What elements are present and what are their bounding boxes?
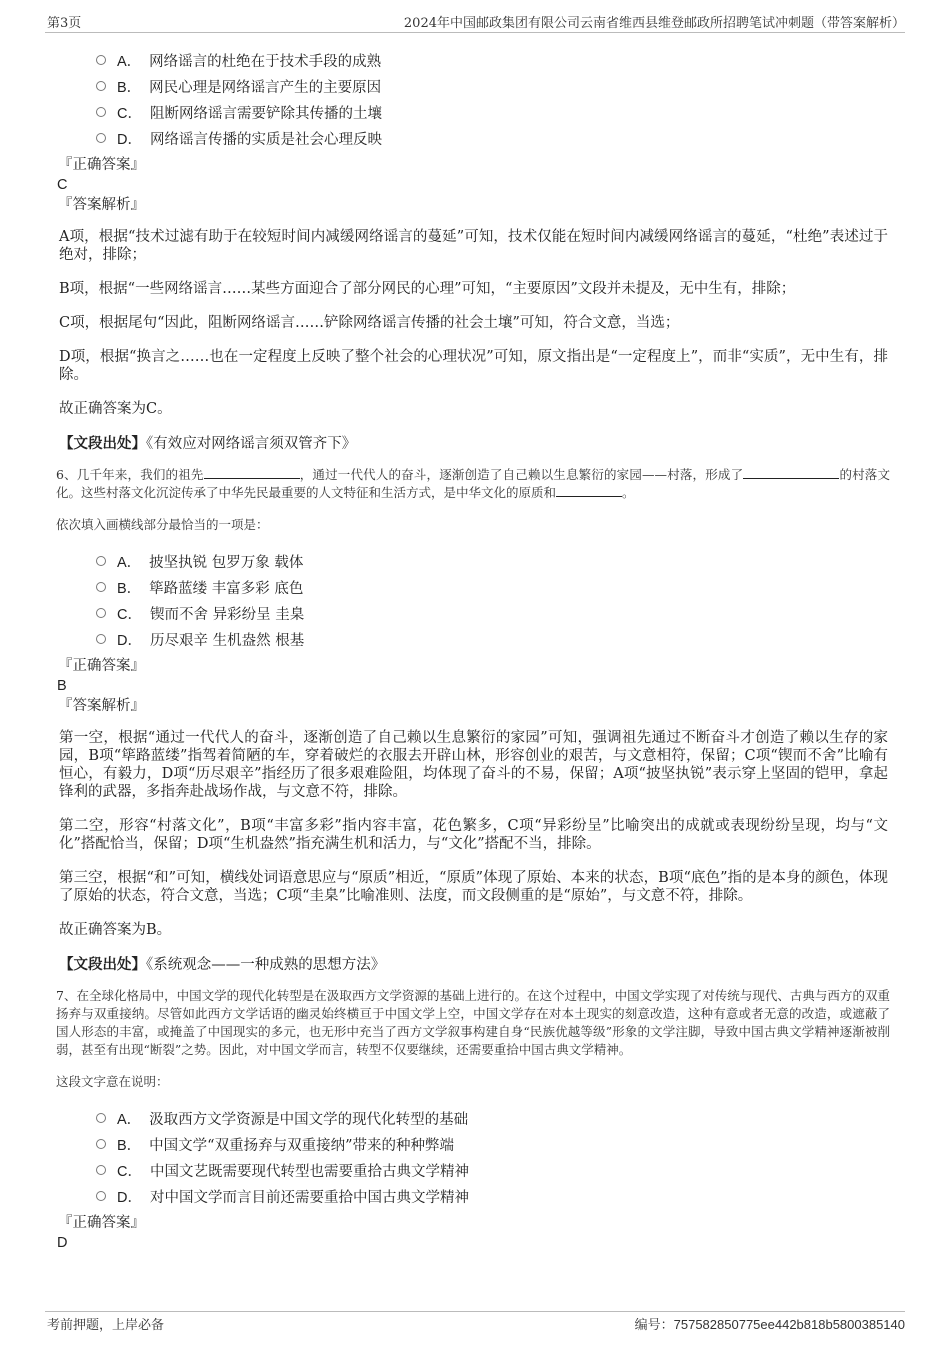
q6-conclusion: 故正确答案为B。 xyxy=(59,922,172,938)
q7-answer-label: 『正确答案』 xyxy=(58,1215,145,1231)
q5-source: 【文段出处】《有效应对网络谣言须双管齐下》 xyxy=(59,435,357,452)
q6-source: 【文段出处】《系统观念——一种成熟的思想方法》 xyxy=(59,956,386,973)
q5-answer: C xyxy=(57,177,68,193)
q5-analysis-a: A项，根据“技术过滤有助于在较短时间内减缓网络谣言的蔓延”可知，技术仅能在短时间内减缓网络谣言的蔓延，“杜绝”表述过于绝对，排除； xyxy=(59,229,888,263)
radio-icon[interactable] xyxy=(96,55,106,65)
q6-analysis-blank-3: 第三空，根据“和”可知，横线处词语意思应与“原质”相近，“原质”体现了原始、本来的状态，B项“底色”指的是本身的颜色，体现了原始的状态，符合文意，当选；C项“圭臬”比喻准则、法度，而文段侧重的是“原始”，与文意不符，排除。 xyxy=(59,870,888,904)
radio-icon[interactable] xyxy=(96,1165,106,1175)
content xyxy=(56,47,896,1253)
q5-option-a[interactable]: A． 网络谣言的杜绝在于技术手段的成熟 xyxy=(96,47,896,73)
q7-answer: D xyxy=(57,1235,68,1251)
fill-blank-2 xyxy=(743,466,839,479)
radio-icon[interactable] xyxy=(96,133,106,143)
q6-analysis-blank-1: 第一空，根据“通过一代代人的奋斗，逐渐创造了自己赖以生息繁衍的家园”可知，强调祖先通过不断奋斗才创造了赖以生存的家园，B项“筚路蓝缕”指驾着简陋的车，穿着破烂的衣服去开辟山林，形容创业的艰苦，与文意相符，保留；C项“锲而不舍”比喻有恒心，有毅力，D项“历尽艰辛”指经历了很多艰难险阻，均体现了奋斗的不易，保留；A项“披坚执锐”表示穿上坚固的铠甲，拿起锋利的武器，多指奔赴战场作战，与文意不符，排除。 xyxy=(59,730,888,800)
q7-option-d[interactable]: D． 对中国文学而言目前还需要重拾中国古典文学精神 xyxy=(96,1183,896,1209)
footer-slogan: 考前押题，上岸必备 xyxy=(47,1318,165,1333)
radio-icon[interactable] xyxy=(96,634,106,644)
q5-options xyxy=(56,47,896,151)
q5-analysis-b: B项，根据“一些网络谣言……某些方面迎合了部分网民的心理”可知，“主要原因”文段并未提及，无中生有，排除； xyxy=(59,281,796,297)
q6-option-d[interactable]: D． 历尽艰辛 生机盎然 根基 xyxy=(96,626,896,652)
q6-stem: 6、几千年来，我们的祖先 ，通过一代代人的奋斗，逐渐创造了自己赖以生息繁衍的家园——村落，形成了 的村落文化。这些村落文化沉淀传承了中华先民最重要的人文特征和生活方式，是中华文化的原质和 。 xyxy=(56,467,890,500)
fill-blank-3 xyxy=(556,484,622,497)
q7-option-b[interactable]: B． 中国文学“双重扬弃与双重接纳”带来的种种弊端 xyxy=(96,1131,896,1157)
q6-answer: B xyxy=(57,678,67,694)
document-title: 2024年中国邮政集团有限公司云南省维西县维登邮政所招聘笔试冲刺题（带答案解析） xyxy=(403,16,905,31)
radio-icon[interactable] xyxy=(96,1191,106,1201)
q6-option-c[interactable]: C． 锲而不舍 异彩纷呈 圭臬 xyxy=(96,600,896,626)
radio-icon[interactable] xyxy=(96,107,106,117)
page-number: 第3页 xyxy=(47,16,82,31)
q5-answer-label: 『正确答案』 xyxy=(58,157,145,173)
footer-divider xyxy=(45,1311,905,1312)
q6-prompt: 依次填入画横线部分最恰当的一项是： xyxy=(56,517,269,532)
fill-blank-1 xyxy=(204,466,300,479)
q7-option-c[interactable]: C． 中国文艺既需要现代转型也需要重拾古典文学精神 xyxy=(96,1157,896,1183)
radio-icon[interactable] xyxy=(96,582,106,592)
radio-icon[interactable] xyxy=(96,81,106,91)
q5-option-d[interactable]: D． 网络谣言传播的实质是社会心理反映 xyxy=(96,125,896,151)
radio-icon[interactable] xyxy=(96,608,106,618)
q5-analysis-c: C项，根据尾句“因此，阻断网络谣言……铲除网络谣言传播的社会土壤”可知，符合文意，当选； xyxy=(59,315,680,331)
q5-conclusion: 故正确答案为C。 xyxy=(59,401,172,417)
q7-options xyxy=(56,1105,896,1209)
header-divider xyxy=(45,32,905,33)
q5-analysis-d: D项，根据“换言之……也在一定程度上反映了整个社会的心理状况”可知，原文指出是“一定程度上”，而非“实质”，无中生有，排除。 xyxy=(59,349,888,383)
radio-icon[interactable] xyxy=(96,556,106,566)
q7-stem: 7、在全球化格局中，中国文学的现代化转型是在汲取西方文学资源的基础上进行的。在这个过程中，中国文学实现了对传统与现代、古典与西方的双重扬弃与双重接纳。尽管如此西方文学话语的幽灵始终横亘于中国文学上空，中国文学存在对本土现实的刻意改造，这种有意或者无意的改造，或遮蔽了国人形态的丰富，或掩盖了中国现实的多元，也无形中充当了西方文学叙事构建自身“民族优越等级”形象的文学注脚，导致中国古典文学精神逐渐被削弱，甚至有出现“断裂”之势。因此，对中国文学而言，转型不仅要继续，还需要重拾中国古典文学精神。 xyxy=(56,988,890,1057)
q7-prompt: 这段文字意在说明： xyxy=(56,1074,169,1089)
radio-icon[interactable] xyxy=(96,1113,106,1123)
document-code: 编号：757582850775ee442b818b5800385140 xyxy=(634,1317,905,1333)
q6-options xyxy=(56,548,896,652)
q5-analysis-label: 『答案解析』 xyxy=(58,197,145,213)
radio-icon[interactable] xyxy=(96,1139,106,1149)
q6-analysis-blank-2: 第二空，形容“村落文化”，B项“丰富多彩”指内容丰富，花色繁多，C项“异彩纷呈”比喻突出的成就或表现纷纷呈现，均与“文化”搭配恰当，保留；D项“生机盎然”指充满生机和活力，与“文化”搭配不当，排除。 xyxy=(59,818,888,852)
q5-option-b[interactable]: B． 网民心理是网络谣言产生的主要原因 xyxy=(96,73,896,99)
q5-option-c[interactable]: C． 阻断网络谣言需要铲除其传播的土壤 xyxy=(96,99,896,125)
q6-answer-label: 『正确答案』 xyxy=(58,658,145,674)
q7-option-a[interactable]: A． 汲取西方文学资源是中国文学的现代化转型的基础 xyxy=(96,1105,896,1131)
q6-analysis-label: 『答案解析』 xyxy=(58,698,145,714)
q6-option-a[interactable]: A． 披坚执锐 包罗万象 载体 xyxy=(96,548,896,574)
q6-option-b[interactable]: B． 筚路蓝缕 丰富多彩 底色 xyxy=(96,574,896,600)
